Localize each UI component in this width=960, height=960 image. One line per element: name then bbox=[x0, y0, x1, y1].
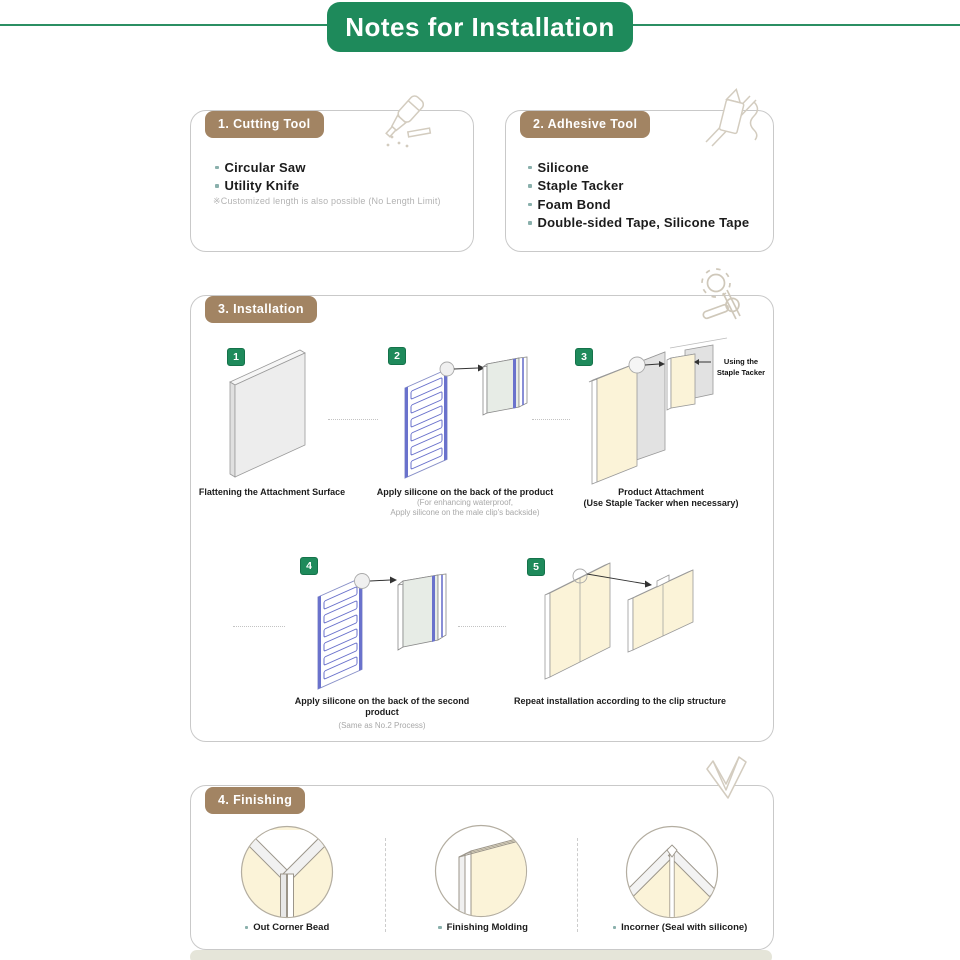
cutting-tool-label: 1. Cutting Tool bbox=[205, 111, 324, 138]
list-item-label: Silicone bbox=[537, 159, 589, 175]
step-badge-1: 1 bbox=[227, 348, 245, 366]
gear-wrench-icon bbox=[690, 264, 752, 324]
list-item-label: Utility Knife bbox=[224, 178, 300, 194]
finishing-label: 4. Finishing bbox=[205, 787, 305, 814]
bullet-dot bbox=[215, 166, 219, 170]
step-badge-3: 3 bbox=[575, 348, 593, 366]
step2-silicone-diagram bbox=[375, 348, 560, 488]
caption-text: Apply silicone on the back of the second product bbox=[294, 696, 470, 717]
step3-callout-label bbox=[706, 357, 776, 378]
step5-repeat-diagram bbox=[540, 552, 775, 717]
bullet-dot bbox=[613, 926, 617, 930]
caulk-gun-icon bbox=[698, 86, 764, 152]
list-item bbox=[528, 195, 749, 214]
incorner-diagram bbox=[622, 822, 722, 922]
step1-panel-diagram bbox=[222, 342, 332, 487]
adhesive-tool-label: 2. Adhesive Tool bbox=[520, 111, 650, 138]
list-item bbox=[528, 158, 749, 177]
step-separator bbox=[233, 626, 285, 627]
bullet-dot bbox=[528, 203, 532, 207]
finishing-caption-2 bbox=[403, 922, 563, 933]
bullet-dot bbox=[215, 184, 219, 188]
finishing-molding-diagram bbox=[431, 821, 531, 921]
caption-text: Flattening the Attachment Surface bbox=[198, 487, 346, 497]
finishing-caption-1 bbox=[207, 922, 367, 933]
list-item-label: Foam Bond bbox=[537, 196, 611, 212]
step-badge-2: 2 bbox=[388, 347, 406, 365]
bullet-dot bbox=[528, 184, 532, 188]
caption-text: Repeat installation according to the clip structure bbox=[513, 696, 727, 706]
finishing-separator bbox=[577, 838, 578, 932]
caption-text: Incorner (Seal with silicone) bbox=[621, 922, 748, 933]
bullet-dot bbox=[528, 166, 532, 170]
list-item bbox=[528, 177, 749, 196]
caption-subtext: (For enhancing waterproof, bbox=[416, 498, 514, 507]
list-item-label: Staple Tacker bbox=[537, 178, 624, 194]
caption-text: Apply silicone on the back of the product bbox=[376, 487, 554, 497]
utility-knife-icon bbox=[376, 90, 440, 152]
out-corner-bead-diagram bbox=[237, 822, 337, 922]
adhesive-tool-list bbox=[528, 158, 749, 232]
page-title: Notes for Installation bbox=[327, 2, 633, 52]
bullet-dot bbox=[438, 926, 442, 930]
caption-text: Out Corner Bead bbox=[253, 922, 330, 933]
installation-label: 3. Installation bbox=[205, 296, 317, 323]
cutting-tool-note: ※Customized length is also possible (No Length Limit) bbox=[213, 196, 441, 206]
step3-caption bbox=[574, 487, 748, 509]
caption-subtext: (Same as No.2 Process) bbox=[338, 721, 426, 730]
step2-caption bbox=[372, 487, 558, 517]
list-item bbox=[528, 214, 749, 233]
bullet-dot bbox=[245, 926, 249, 930]
step4-silicone-diagram bbox=[250, 555, 460, 715]
bottom-accent-bar bbox=[190, 950, 772, 960]
step4-caption bbox=[277, 696, 487, 731]
step5-caption bbox=[505, 696, 735, 707]
step-badge-4: 4 bbox=[300, 557, 318, 575]
step-separator bbox=[532, 419, 570, 420]
bullet-dot bbox=[528, 221, 532, 225]
step-separator bbox=[328, 419, 378, 420]
step1-caption bbox=[196, 487, 348, 498]
cutting-tool-list bbox=[215, 158, 306, 195]
list-item bbox=[215, 158, 306, 177]
caption-subtext: Apply silicone on the male clip's backside) bbox=[390, 507, 540, 517]
list-item-label: Circular Saw bbox=[224, 159, 306, 175]
finishing-separator bbox=[385, 838, 386, 932]
step-separator bbox=[458, 626, 506, 627]
corner-bead-icon bbox=[704, 754, 758, 806]
list-item-label: Double-sided Tape, Silicone Tape bbox=[537, 215, 750, 231]
caption-text: Finishing Molding bbox=[446, 922, 528, 933]
finishing-caption-3 bbox=[595, 922, 765, 933]
caption-text: Product Attachment bbox=[618, 487, 704, 497]
step-badge-5: 5 bbox=[527, 558, 545, 576]
list-item bbox=[215, 177, 306, 196]
callout-line1: Using the bbox=[723, 357, 759, 366]
caption-text: (Use Staple Tacker when necessary) bbox=[583, 498, 739, 508]
callout-line2: Staple Tacker bbox=[716, 367, 766, 377]
